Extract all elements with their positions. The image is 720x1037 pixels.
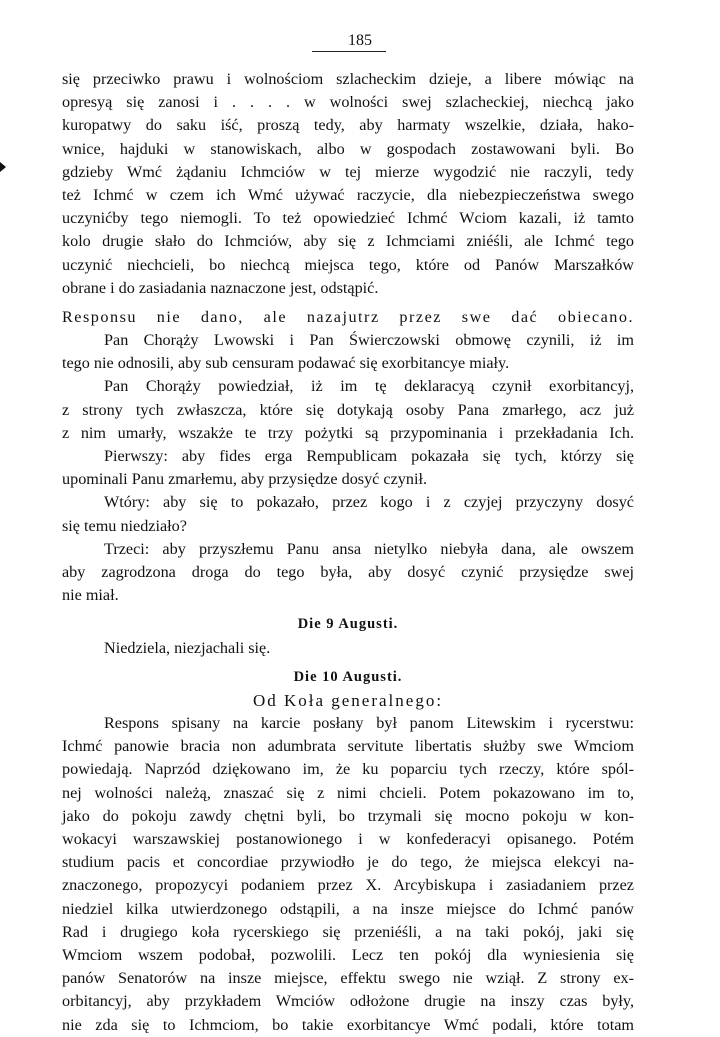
body-text [62,68,634,1037]
text-line: niedziel kilka utwierdzonego odstąpili, a na insze miejsce do Ichmć panów [62,899,634,918]
text-line: też Ichmć w czem ich Wmć używać raczycie, dla niebezpieczeństwa swego [62,185,634,204]
text-line: Pan Chorąży Lwowski i Pan Świerczowski obmowę czynili, iż im [104,331,634,350]
text-line: Niedziela, niezjachali się. [104,638,271,657]
text-line: panów Senatorów na insze miejsce, effektu swego nie wziął. Z strony ex- [62,969,634,988]
text-line: nie miał. [62,586,119,605]
text-line: nie zda się to Ichmciom, bo takie exorbitancye Wmć podali, które totam [62,1015,634,1034]
text-line: wokacyi warszawskiej postanowionego i w konfederacyi opisanego. Potém [62,830,634,848]
text-line: kolo drugie słało do Ichmciów, aby się z Ichmciami zniéśli, ale Ichmć tego [62,232,634,251]
text-line: powiedają. Naprzód dziękowano im, że ku poparciu tych rzeczy, które spól- [62,760,634,779]
text-line: się temu niedziało? [62,516,187,535]
text-line: gdzieby Wmć żądaniu Ichmciów w tej mierze wygodzić nie raczyli, tedy [62,162,634,181]
text-line: Trzeci: aby przyszłemu Panu ansa nietylko niebyła dana, ale owszem [104,539,634,558]
text-line: uczynić niechcieli, bo niechcą miejsca tego, które od Panów Marszałków [62,255,634,274]
text-line: z nim umarły, wszakże te trzy pożytki są przypominania i przekładania Ich. [62,423,634,442]
page-number-rule [312,51,386,52]
text-line: Ichmć panowie bracia non adumbrata servitute libertatis służby swe Wmciom [62,737,634,756]
text-line: Wmciom wszem podobał, pozwolili. Lecz ten pokój dla wyniesienia się [62,945,634,964]
date-heading: Die 9 Augusti. [297,616,399,633]
text-line: upominali Panu zmarłemu, aby przysiędze dosyć czynił. [62,470,428,489]
text-line: Pierwszy: aby fides erga Rempublicam pokazała się tych, którzy się [104,447,634,465]
margin-marker [0,162,6,172]
section-subheading: Od Koła generalnego: [252,690,444,710]
text-line: Rad i drugiego koła rycerskiego się przeniéśli, a na taki pokój, jaki się [62,922,634,941]
text-line: orbitancyj, aby przykładem Wmciów odłożone drugie na inszy czas były, [62,992,634,1011]
text-line: aby zagrodzona droga do tego była, aby dosyć czynić przysiędze swej [62,562,634,581]
text-line: Responsu nie dano, ale nazajutrz przez swe dać obiecano. [62,307,634,326]
text-line: kuropatwy do saku iść, proszą tedy, aby harmaty wszelkie, działa, hako- [62,116,634,135]
text-line: się przeciwko prawu i wolnościom szlacheckim dzieje, a libere mówiąc na [62,70,634,88]
text-line: znaczonego, propozycyi podaniem przez X. Arcybiskupa i zasiadaniem przez [62,876,634,895]
text-line: obrane i do zasiadania naznaczone jest, odstąpić. [62,278,379,297]
text-line: opresyą się zanosi i . . . . w wolności swej szlacheckiej, niechcą jako [62,93,634,112]
text-line: uczynićby tego niemogli. To też opowiedzieć Ichmć Wciom kazali, iż tamto [62,209,634,228]
text-line: z strony tych zwłaszcza, które się dotykają osoby Pana zmarłego, acz już [62,400,634,419]
text-line: wnice, hajduki w stanowiskach, albo w gospodach zostawowani byli. Bo [62,139,634,158]
text-line: Wtóry: aby się to pokazało, przez kogo i z czyjej przyczyny dosyć [104,493,634,512]
text-line: Respons spisany na karcie posłany był panom Litewskim i rycerstwu: [104,714,634,733]
page-number: 185 [348,32,372,49]
date-heading: Die 10 Augusti. [293,668,403,685]
text-line: studium pacis et concordiae przywiodło je do tego, że miejsca elekcyi na- [62,853,634,872]
text-line: jako do pokoju zawdy chętni byli, bo trzymali się mocno pokoju w kon- [62,806,634,825]
text-line: Pan Chorąży powiedział, iż im tę deklaracyą czynił exorbitancyj, [104,377,634,396]
text-line: nej wolności należą, znaszać się z nimi chcieli. Potem pokazowano im to, [62,783,634,802]
text-line: tego nie odnosili, aby sub censuram podawać się exorbitancye miały. [62,354,510,373]
